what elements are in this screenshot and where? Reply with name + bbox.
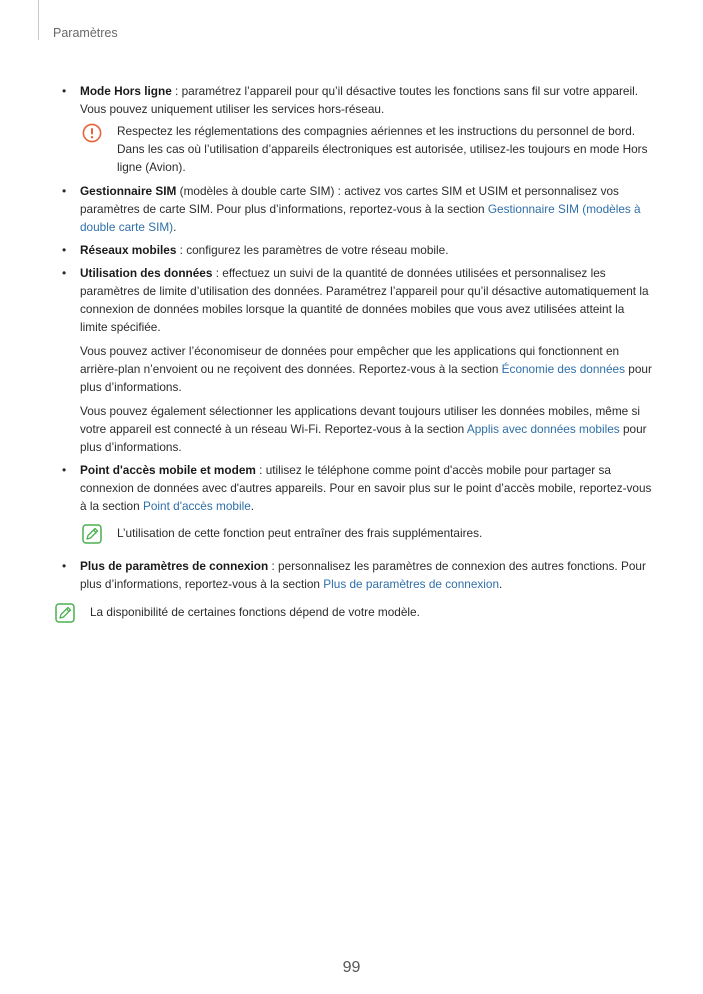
item-paragraph [80, 557, 655, 593]
item-text: : paramétrez l’appareil pour qu’il désactive toutes les fonctions sans fil sur votre appareil. Vous pouvez uniquement utiliser les services hors-réseau. [80, 84, 638, 116]
link-plus-parametres-connexion[interactable]: Plus de paramètres de connexion [323, 577, 500, 591]
item-text-end: . [173, 220, 177, 234]
item-term: Mode Hors ligne [80, 84, 172, 98]
item-term: Plus de paramètres de connexion [80, 559, 269, 573]
list-item-reseaux-mobiles [53, 241, 655, 259]
item-text: : utilisez le téléphone comme point d'accès mobile pour partager sa connexion de données avec d'autres appareils. Pour en savoir plus sur le point d’accès mobile, reportez-vous à la section [80, 463, 652, 513]
item-subparagraph [80, 342, 655, 396]
item-text: : personnalisez les paramètres de connexion des autres fonctions. Pour plus d’informations, reportez-vous à la section [80, 559, 646, 591]
footer-note-text: La disponibilité de certaines fonctions dépend de votre modèle. [90, 605, 420, 619]
link-economie-donnees[interactable]: Économie des données [501, 362, 625, 376]
item-subparagraph [80, 402, 655, 456]
list-item-mode-hors-ligne [53, 82, 655, 176]
item-text: : configurez les paramètres de votre réseau mobile. [176, 243, 449, 257]
item-text-end: pour plus d’informations. [80, 422, 647, 454]
item-term: Point d'accès mobile et modem [80, 463, 256, 477]
info-note [80, 524, 655, 546]
item-paragraph [80, 461, 655, 515]
footer-note [53, 603, 655, 625]
list-item-plus-parametres [53, 557, 655, 593]
header-rule [38, 0, 39, 40]
item-paragraph [80, 241, 655, 259]
item-paragraph [80, 182, 655, 236]
caution-note [80, 122, 655, 176]
item-text-end: . [250, 499, 255, 513]
link-applis-donnees-mobiles[interactable]: Applis avec données mobiles [466, 422, 620, 436]
item-text: : effectuez un suivi de la quantité de données utilisées et personnalisez les paramètres de limite d’utilisation des données. Paramétrez l’appareil pour qu’il désactive automatiquement la connexion de données mobiles lorsque la quantité de données mobiles que vous avez utilisées atteint la limite spécifiée. [80, 266, 649, 334]
caution-icon [82, 123, 102, 143]
note-icon [55, 603, 75, 623]
item-text-end: . [499, 577, 503, 591]
section-header: Paramètres [53, 26, 118, 40]
list-item-utilisation-donnees [53, 264, 655, 456]
item-text: (modèles à double carte SIM) : activez vos cartes SIM et USIM et personnalisez vos paramètres de carte SIM. Pour plus d’informations, reportez-vous à la section [80, 184, 619, 216]
list-item-point-acces [53, 461, 655, 546]
link-gestionnaire-sim[interactable]: Gestionnaire SIM (modèles à double carte SIM) [80, 202, 641, 234]
item-text-end: pour plus d’informations. [80, 362, 652, 394]
caution-text: Respectez les réglementations des compagnies aériennes et les instructions du personnel de bord. Dans les cas où l’utilisation d’appareils électroniques est autorisée, utilisez-les toujours en mode Hors ligne (Avion). [117, 124, 648, 174]
item-text: Vous pouvez également sélectionner les applications devant toujours utiliser les données mobiles, même si votre appareil est connecté à un réseau Wi-Fi. Reportez-vous à la section [80, 404, 641, 436]
link-point-acces-mobile[interactable]: Point d'accès mobile [142, 499, 251, 513]
item-term: Réseaux mobiles [80, 243, 177, 257]
item-paragraph [80, 82, 655, 118]
list-item-gestionnaire-sim [53, 182, 655, 236]
item-term: Utilisation des données [80, 266, 213, 280]
note-text: L’utilisation de cette fonction peut entraîner des frais supplémentaires. [117, 526, 483, 540]
item-term: Gestionnaire SIM [80, 184, 177, 198]
page-number: 99 [342, 959, 361, 976]
item-text: Vous pouvez activer l’économiseur de données pour empêcher que les applications qui fonctionnent en arrière-plan n’envoient ou ne reçoivent des données. Reportez-vous à la section [80, 344, 620, 376]
page-content [53, 82, 655, 631]
note-icon [82, 524, 102, 544]
item-paragraph [80, 264, 655, 336]
